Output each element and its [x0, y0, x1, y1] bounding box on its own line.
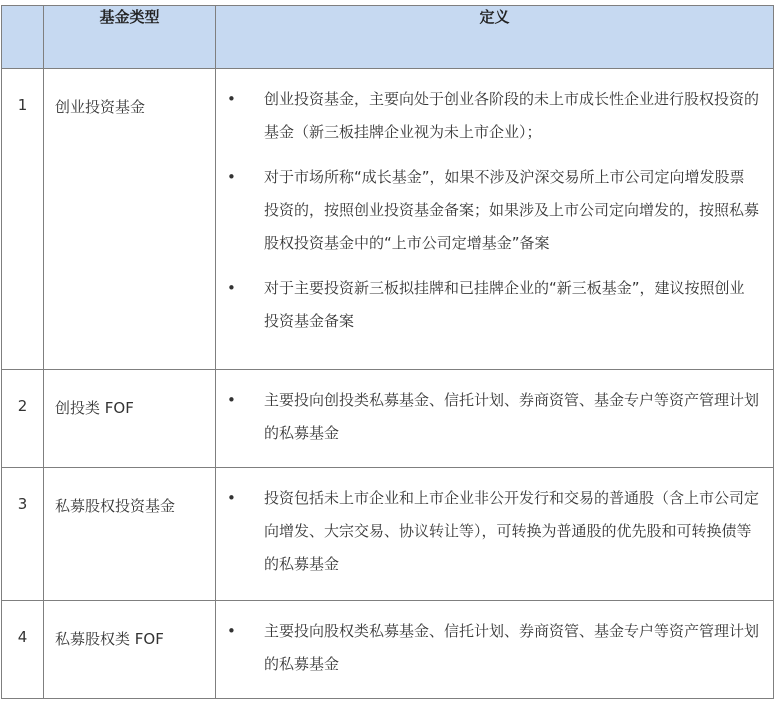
definition-cell — [216, 601, 774, 699]
row-number: 1 — [2, 69, 44, 370]
bullet-icon: • — [227, 622, 236, 640]
definition-list — [216, 83, 759, 338]
definition-cell — [216, 69, 774, 370]
definition-list — [216, 384, 759, 450]
table-row — [2, 69, 774, 370]
definition-text: 主要投向创投类私募基金、信托计划、券商资管、基金专户等资产管理计划的私募基金 — [264, 391, 760, 442]
bullet-icon: • — [227, 90, 236, 108]
definition-item — [216, 272, 759, 338]
bullet-icon: • — [227, 168, 236, 186]
bullet-icon: • — [227, 391, 236, 409]
definition-text: 投资包括未上市企业和上市企业非公开发行和交易的普通股（含上市公司定向增发、大宗交易、协议转让等），可转换为普通股的优先股和可转换债等的私募基金 — [264, 489, 760, 573]
bullet-icon: • — [227, 279, 236, 297]
fund-type: 创投类 FOF — [44, 370, 216, 468]
definition-cell — [216, 370, 774, 468]
table-row — [2, 468, 774, 601]
definition-text: 对于市场所称“成长基金”，如果不涉及沪深交易所上市公司定向增发股票投资的，按照创业投资基金备案；如果涉及上市公司定向增发的，按照私募股权投资基金中的“上市公司定增基金”备案 — [264, 168, 760, 252]
table-row — [2, 601, 774, 699]
definition-list — [216, 615, 759, 681]
table-row — [2, 370, 774, 468]
definition-item — [216, 615, 759, 681]
fund-type-table — [1, 5, 774, 699]
definition-item — [216, 482, 759, 581]
fund-type: 创业投资基金 — [44, 69, 216, 370]
table-header-row — [2, 6, 774, 69]
row-number: 3 — [2, 468, 44, 601]
header-fund-type: 基金类型 — [44, 6, 216, 69]
header-definition: 定义 — [216, 6, 774, 69]
definition-item — [216, 83, 759, 149]
header-number — [2, 6, 44, 69]
row-number: 2 — [2, 370, 44, 468]
fund-type: 私募股权投资基金 — [44, 468, 216, 601]
definition-text: 主要投向股权类私募基金、信托计划、券商资管、基金专户等资产管理计划的私募基金 — [264, 622, 760, 673]
definition-item — [216, 161, 759, 260]
definition-text: 创业投资基金，主要向处于创业各阶段的未上市成长性企业进行股权投资的基金（新三板挂牌企业视为未上市企业）； — [264, 90, 760, 141]
definition-cell — [216, 468, 774, 601]
definition-item — [216, 384, 759, 450]
definition-list — [216, 482, 759, 581]
fund-type: 私募股权类 FOF — [44, 601, 216, 699]
definition-text: 对于主要投资新三板拟挂牌和已挂牌企业的“新三板基金”，建议按照创业投资基金备案 — [264, 279, 745, 330]
row-number: 4 — [2, 601, 44, 699]
bullet-icon: • — [227, 489, 236, 507]
